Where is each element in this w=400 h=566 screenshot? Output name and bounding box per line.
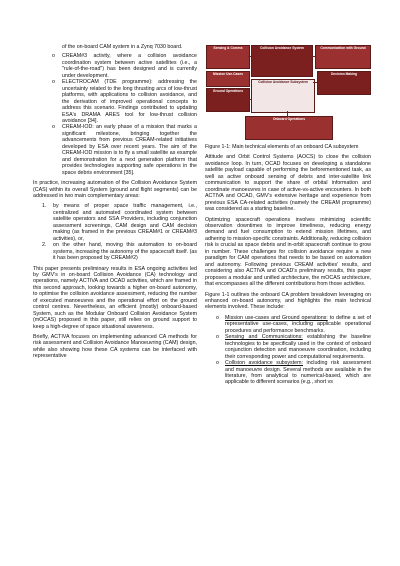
list-number: 1. [42, 203, 47, 210]
figure-block: Onboard Operations [245, 116, 333, 140]
list-item [33, 53, 197, 79]
bullet-continuation: of the on-board CAM system in a Zynq 7030 board. [62, 44, 183, 50]
figure-block: Collision Avoidance Subsystem [251, 79, 315, 113]
right-column [205, 44, 371, 390]
figure-block: Communication with Ground [315, 45, 371, 69]
figure-block: Ground Operations [206, 88, 250, 112]
item-body: to define a set of representative use-cases, including applicable operational procedures and performance benchmarks. [225, 314, 371, 334]
list-item [33, 203, 197, 242]
bullet-marker: o [216, 360, 219, 367]
paragraph: In practice, increasing automation of the Collision Avoidance System (CAS) within its overall System (ground and flight segments) can be addressed in two main complementary areas: [33, 180, 197, 199]
numbered-list [33, 203, 197, 261]
paragraph: Optimizing spacecraft operations involves minimizing scientific observation downtimes to improve timeliness, reducing energy demand and fuel consumption to extend mission lifetimes, and adhering to mission-specific constraints. Additionally, reducing collision risk is crucial as space debris and in-orbit spacecraft continue to grow in number. These challenges for collision avoidance require a new paradigm for CAM operations that needs to be based on automation and autonomy. Following previous CREAM activities' results, and considering also ACTIVA and OCAD's preliminary results, this paper proposes a modular and unified architecture, the mOCAS architecture, that encompasses all the different contributions from those activities. [205, 216, 371, 288]
item-heading: Sensing and Communications: [225, 334, 303, 341]
list-item-text: CREAM#3 activity, where a collision avoidance coordination system between active satellites (i.e., a "rule-of-the-road") has been designed and is currently under development. [62, 53, 197, 79]
figure-block: Mission Use-Cases [206, 71, 250, 87]
list-item [205, 360, 371, 386]
list-item-text: on the other hand, moving this automation to on-board systems, increasing the autonomy of the spacecraft itself. (as it has been proposed by CREAM#2) [53, 242, 197, 262]
item-heading: Mission use-cases and Ground operations: [225, 314, 328, 321]
figure-block: Collision Avoidance System [251, 45, 313, 77]
figure-caption: Figure 1-1: Main technical elements of an onboard CA subsystem [205, 144, 359, 150]
bullet-marker: o [52, 79, 55, 86]
figure-block: Decision Making [317, 71, 371, 95]
list-item [205, 334, 371, 360]
paragraph: Figure 1-1 outlines the onboard CA problem breakdown leveraging on enhanced on-board autonomy, and highlights the main technical elements involved. These include: [205, 291, 371, 311]
architecture-figure [205, 44, 371, 141]
figure-connector [287, 111, 288, 116]
bullet-marker: o [216, 334, 219, 341]
technical-elements-list [205, 315, 371, 386]
list-item-text: by means of proper space traffic management, i.e., centralized and automated coordinated system between satellite operators and SSA Providers, including conjunction assessment screenings, CAM design and CAM decision making (as framed in the previous CREAM#1 or CREAM#3 activities), or, [53, 203, 197, 242]
list-item-text: CREAM-IOD: an early phase of a mission that marks a significant milestone, bringing together the advancements from previous CREAM-related initiatives developed by ESA over recent years. The aim of the CREAM-IOD mission is to fly a small satellite as example and demonstration for a next generation platform that provides technologies supporting safe operations in the space debris environment [35]. [62, 124, 197, 176]
left-column [33, 44, 197, 364]
list-item [33, 79, 197, 124]
paragraph: This paper presents preliminary results in ESA ongoing activities led by GMV's in on-board Collision Avoidance (CA) technology and operations, namely ACTIVA and OCAD activities, which are framed in this second approach, looking towards a higher on-board autonomy, to optimise the collision avoidance assessment, reducing the number of executed manoeuvres and the operational effort on the ground control centres. Nevertheless, an efficient (mostly) onboard-based System, such as the Modular Onboard Collision Avoidance System (mOCAS) proposed in this paper, still relies on ground support to keep a high-degree of space situational awareness. [33, 265, 197, 330]
list-item [205, 315, 371, 334]
paragraph: Briefly, ACTIVA focuses on implementing advanced CA methods for risk assessment and Collision Avoidance Manoeuvring (CAM) design, while also showing how these CA systems can be interfaced with representative [33, 334, 197, 360]
list-number: 2. [42, 242, 47, 249]
figure-connector [313, 82, 317, 83]
bullet-marker: o [52, 124, 55, 131]
list-item-text: ELECTROCAM (TDE programme): addressing the uncertainty related to the long thrusting arcs of low-thrust platforms, with applications to collision avoidance, and the derivation of improved operational concepts to address this scenario. Findings contributed to updating ESA's DRAMA ARES tool for low-thrust collision avoidance [34]. [62, 79, 197, 124]
item-heading: Collision avoidance subsystem: [225, 360, 304, 367]
item-body: establishing the baseline technologies to be specifically used in the context of onboard conjunction detection and manoeuvre coordination, including their corresponding power and computational requirements. [225, 334, 372, 360]
bullet-marker: o [216, 314, 219, 321]
paragraph: Attitude and Orbit Control Systems (AOCS) to close the collision avoidance loop. In turn, OCAD focuses on developing a standalone satellite payload capable of performing the beforementioned task, as well as active onboard sensing of debris and inter-satellite link communication to support the share of orbital information and coordinate manoeuvres in case of active-vs-active encounters. In both ACTIVA and OCAD, GMV's extensive heritage and experience from previous ESA CA-related activities (namely the CREAM programme) was considered as a starting baseline. [205, 154, 371, 213]
bullet-marker: o [52, 53, 55, 60]
item-body: including risk assessment and manoeuvre design. Several methods are available in the literature, from analytical to numerical-based, which are applicable to different scenarios (e.g., short vs [225, 360, 371, 386]
figure-connector [248, 56, 251, 57]
figure-connector [311, 56, 315, 57]
figure-block: Sensing & Comms [206, 45, 250, 69]
activity-bullet-list [33, 53, 197, 176]
figure-connector [248, 99, 251, 100]
list-item [33, 242, 197, 261]
list-item [33, 124, 197, 176]
